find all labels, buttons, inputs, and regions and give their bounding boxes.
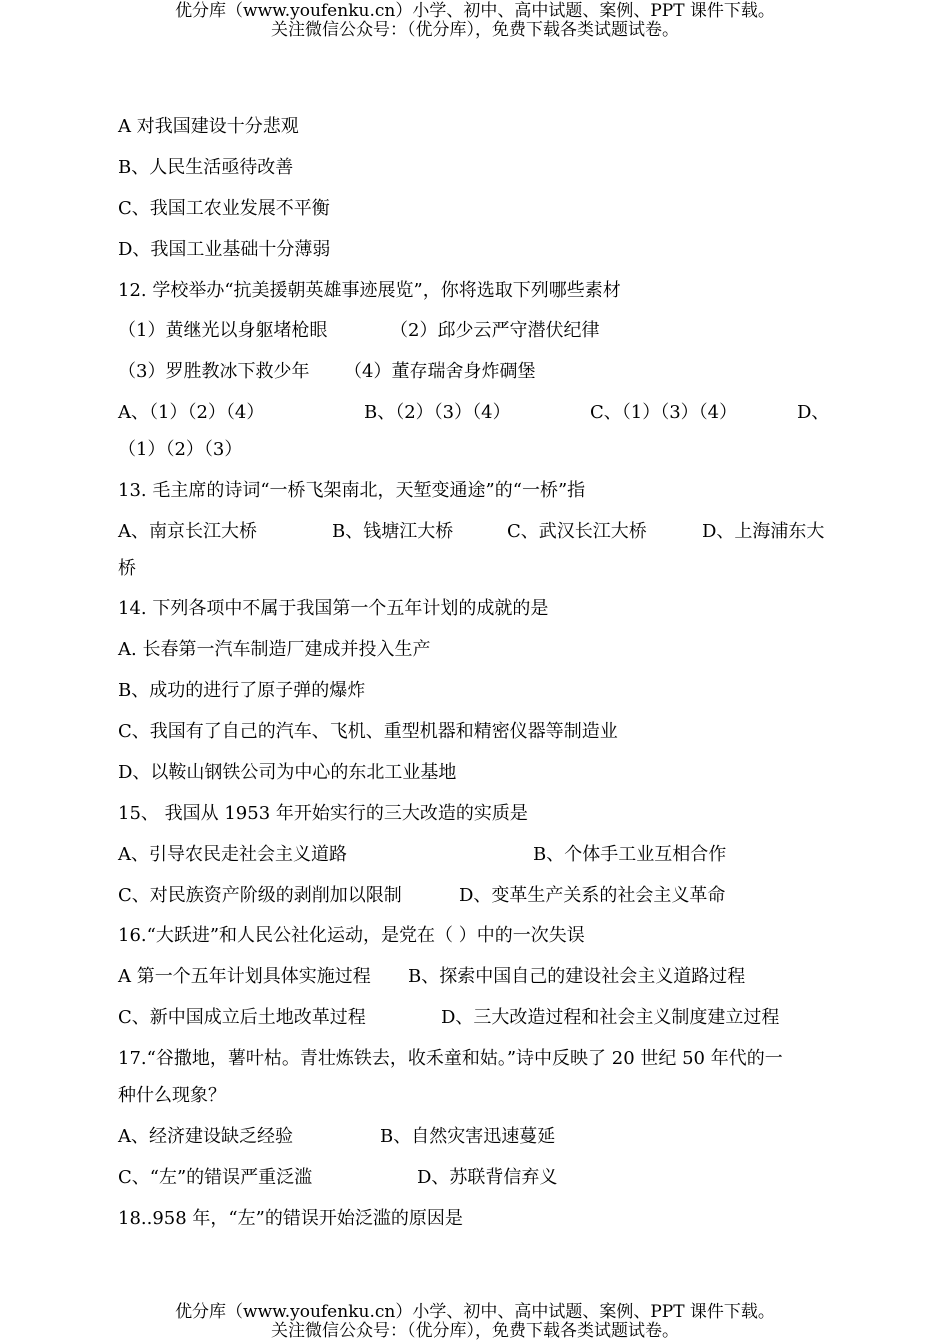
material-4: （4）董存瑞舍身炸碉堡 bbox=[344, 361, 536, 382]
option-b: B、人民生活亟待改善 bbox=[118, 157, 294, 178]
option-d-continued: （1）（2）（3） bbox=[118, 439, 243, 460]
option-b: B、钱塘江大桥 bbox=[332, 521, 454, 542]
options-row bbox=[118, 1167, 557, 1189]
option-a: A. 长春第一汽车制造厂建成并投入生产 bbox=[118, 639, 431, 660]
options-row bbox=[118, 885, 725, 907]
option-d: D、我国工业基础十分薄弱 bbox=[118, 239, 331, 260]
option-c: C、（1）（3）（4） bbox=[590, 402, 738, 423]
options-row bbox=[118, 966, 745, 988]
option-c: C、“左”的错误严重泛滥 bbox=[118, 1167, 313, 1188]
header-line-1: 优分库（www.youfenku.cn）小学、初中、高中试题、案例、PPT 课件下载。 bbox=[175, 1, 775, 21]
material-2: （2）邱少云严守潜伏纪律 bbox=[390, 320, 600, 341]
footer-line-1: 优分库（www.youfenku.cn）小学、初中、高中试题、案例、PPT 课件下载。 bbox=[175, 1302, 775, 1322]
option-d-continued: 桥 bbox=[118, 558, 136, 579]
material-row bbox=[118, 361, 535, 383]
material-3: （3）罗胜教冰下救少年 bbox=[118, 361, 310, 382]
material-row bbox=[118, 320, 599, 342]
option-d: D、三大改造过程和社会主义制度建立过程 bbox=[441, 1007, 780, 1028]
material-1: （1）黄继光以身躯堵枪眼 bbox=[118, 320, 328, 341]
header-line-2: 关注微信公众号：（优分库），免费下载各类试题试卷。 bbox=[271, 20, 679, 40]
option-b: B、（2）（3）（4） bbox=[364, 402, 511, 423]
option-a: A、（1）（2）（4） bbox=[118, 402, 265, 423]
footer-line-2: 关注微信公众号：（优分库），免费下载各类试题试卷。 bbox=[271, 1321, 679, 1341]
question-stem: 18..958 年，“左”的错误开始泛滥的原因是 bbox=[118, 1208, 463, 1229]
option-d: D、上海浦东大 bbox=[702, 521, 825, 542]
question-stem: 16.“大跃进”和人民公社化运动，是党在（ ）中的一次失误 bbox=[118, 925, 585, 946]
option-b: B、探索中国自己的建设社会主义道路过程 bbox=[408, 966, 746, 987]
option-c: C、武汉长江大桥 bbox=[507, 521, 647, 542]
option-a: A、经济建设缺乏经验 bbox=[118, 1126, 293, 1147]
option-d: D、 bbox=[797, 402, 830, 423]
options-row bbox=[118, 402, 829, 424]
question-stem: 17.“谷撒地，薯叶枯。青壮炼铁去，收禾童和姑。”诗中反映了 20 世纪 50 年代的一 bbox=[118, 1048, 783, 1069]
option-a: A 对我国建设十分悲观 bbox=[118, 116, 299, 137]
options-row bbox=[118, 1007, 779, 1029]
option-b: B、个体手工业互相合作 bbox=[533, 844, 727, 865]
option-a: A、引导农民走社会主义道路 bbox=[118, 844, 347, 865]
question-stem: 14. 下列各项中不属于我国第一个五年计划的成就的是 bbox=[118, 598, 549, 619]
option-a: A 第一个五年计划具体实施过程 bbox=[118, 966, 371, 987]
question-stem: 15、 我国从 1953 年开始实行的三大改造的实质是 bbox=[118, 803, 528, 824]
option-d: D、苏联背信弃义 bbox=[417, 1167, 558, 1188]
option-a: A、南京长江大桥 bbox=[118, 521, 257, 542]
options-row bbox=[118, 844, 726, 866]
option-d: D、变革生产关系的社会主义革命 bbox=[459, 885, 726, 906]
option-c: C、我国有了自己的汽车、飞机、重型机器和精密仪器等制造业 bbox=[118, 721, 618, 742]
option-b: B、自然灾害迅速蔓延 bbox=[380, 1126, 556, 1147]
option-b: B、成功的进行了原子弹的爆炸 bbox=[118, 680, 366, 701]
options-row bbox=[118, 521, 824, 543]
question-stem: 12. 学校举办“抗美援朝英雄事迹展览”，你将选取下列哪些素材 bbox=[118, 280, 621, 301]
question-stem: 13. 毛主席的诗词“一桥飞架南北，天堑变通途”的“一桥”指 bbox=[118, 480, 586, 501]
options-row bbox=[118, 1126, 555, 1148]
option-c: C、我国工农业发展不平衡 bbox=[118, 198, 330, 219]
option-d: D、以鞍山钢铁公司为中心的东北工业基地 bbox=[118, 762, 457, 783]
option-c: C、对民族资产阶级的剥削加以限制 bbox=[118, 885, 402, 906]
option-c: C、新中国成立后土地改革过程 bbox=[118, 1007, 366, 1028]
question-stem-continued: 种什么现象？ bbox=[118, 1085, 226, 1106]
